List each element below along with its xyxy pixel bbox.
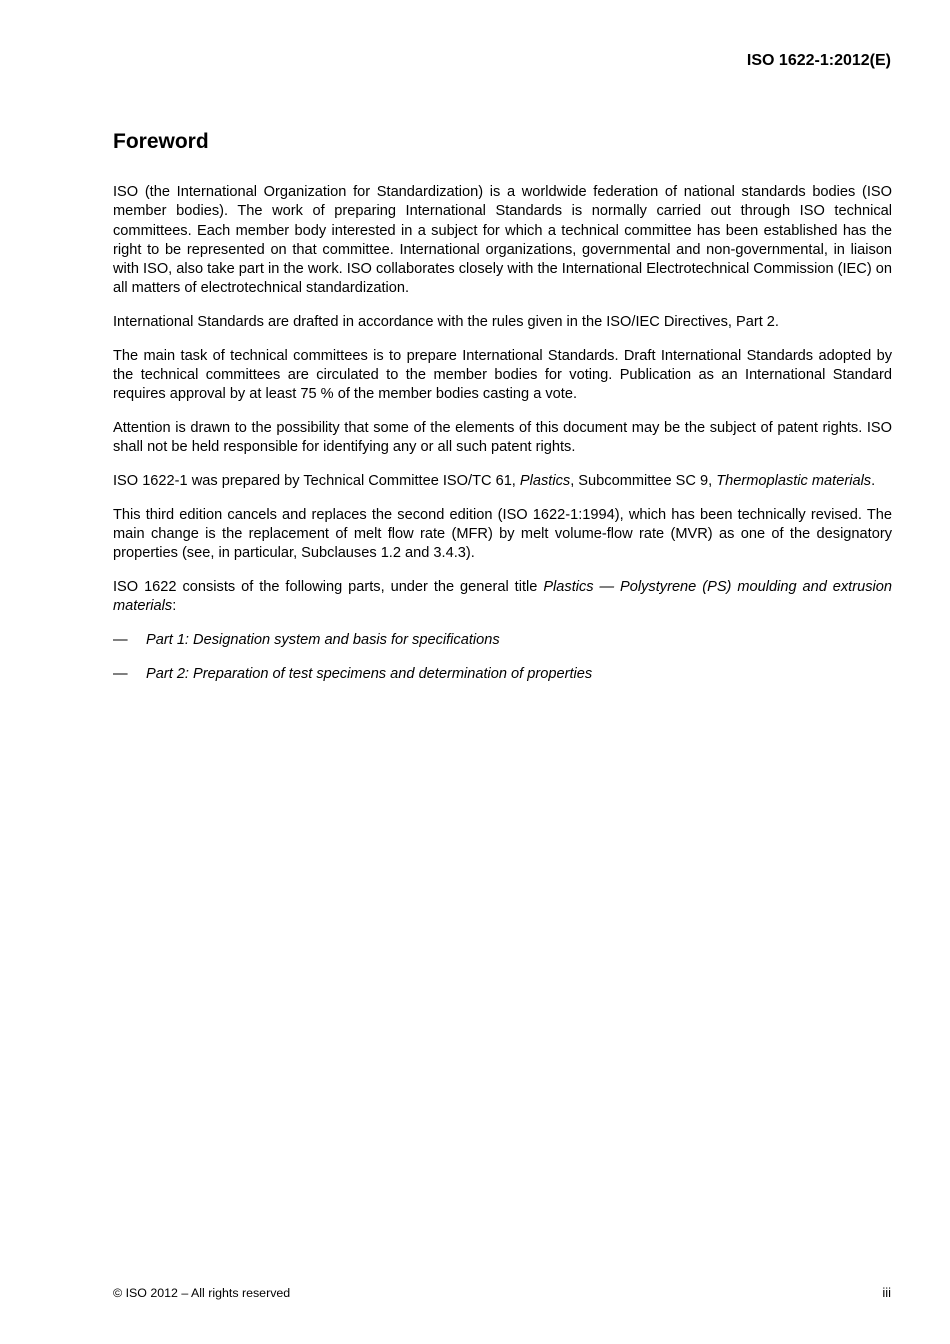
subcommittee-name: Thermoplastic materials [716, 473, 872, 490]
text-segment: , Subcommittee SC 9, [570, 473, 717, 490]
part-title: Part 2: Preparation of test specimens and determination of properties [146, 666, 593, 683]
list-dash: — [113, 666, 128, 683]
general-title: Plastics — Polystyrene (PS) moulding and extrusion materials [113, 579, 892, 615]
page-number: iii [882, 1285, 891, 1300]
text-segment: ISO 1622 consists of the following parts, under the general title [113, 579, 544, 596]
paragraph-patent-rights: Attention is drawn to the possibility that some of the elements of this document may be the subject of patent rights. ISO shall not be held responsible for identifying any or all such patent rights. [113, 420, 892, 456]
text-segment: . [871, 473, 876, 490]
foreword-body [113, 183, 892, 699]
paragraph-main-task: The main task of technical committees is to prepare International Standards. Draft International Standards adopted by the technical committees are circulated to the member bodies for voting. Publication as an International Standard requires approval by at least 75 % of the member bodies casting a vote. [113, 347, 892, 403]
paragraph-parts-intro [113, 578, 892, 617]
document-reference: ISO 1622-1:2012(E) [746, 52, 891, 69]
text-segment: ISO 1622-1 was prepared by Technical Committee ISO/TC 61, [113, 473, 520, 490]
parts-list-item [113, 631, 892, 650]
paragraph-iso-intro: ISO (the International Organization for Standardization) is a worldwide federation of national standards bodies (ISO member bodies). The work of preparing International Standards is normally carried out through ISO technical committees. Each member body interested in a subject for which a technical committee has been established has the right to be represented on that committee. International organizations, governmental and non-governmental, in liaison with ISO, also take part in the work. ISO collaborates closely with the International Electrotechnical Commission (IEC) on all matters of electrotechnical standardization. [113, 184, 892, 297]
list-dash: — [113, 632, 128, 649]
page-title: Foreword [113, 130, 209, 153]
paragraph-edition: This third edition cancels and replaces the second edition (ISO 1622-1:1994), which has been technically revised. The main change is the replacement of melt flow rate (MFR) by melt volume-flow rate (MVR) as one of the designatory properties (see, in particular, Subclauses 1.2 and 3.4.3). [113, 506, 892, 562]
committee-name: Plastics [519, 473, 571, 490]
paragraph-directives: International Standards are drafted in accordance with the rules given in the ISO/IEC Directives, Part 2. [113, 314, 779, 331]
parts-list-item [113, 665, 892, 684]
part-title: Part 1: Designation system and basis for specifications [146, 632, 500, 649]
paragraph-prepared-by [113, 472, 892, 491]
copyright-notice: © ISO 2012 – All rights reserved [113, 1286, 291, 1300]
text-segment: : [172, 598, 177, 615]
